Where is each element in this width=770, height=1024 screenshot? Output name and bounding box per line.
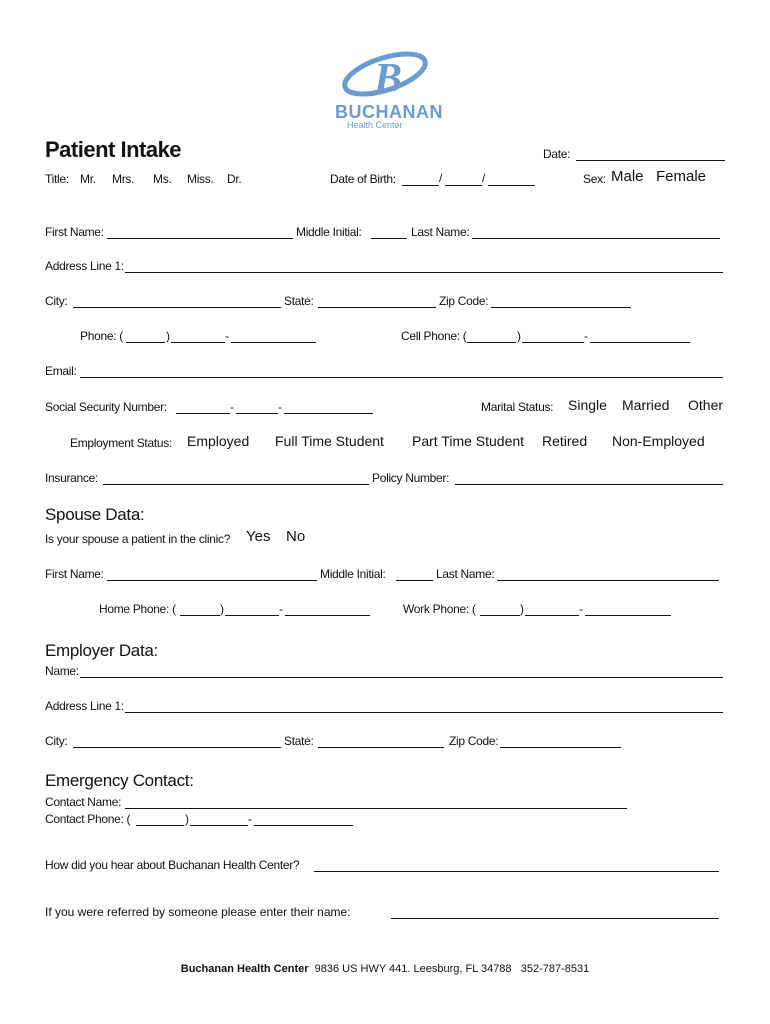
logo-b-icon [330,50,440,110]
title-option-mr[interactable]: Mr. [80,172,96,186]
phone-close-paren: ) [166,329,170,343]
cell-close-paren: ) [517,329,521,343]
employer-name-label: Name: [45,664,79,678]
marital-status-label: Marital Status: [481,400,554,414]
spouse-home-close-paren: ) [220,602,224,616]
spouse-first-name-field[interactable] [107,565,317,581]
spouse-work-close-paren: ) [520,602,524,616]
employment-option-part-time-student[interactable]: Part Time Student [412,433,525,449]
address-line1-field[interactable] [125,257,723,273]
zip-label: Zip Code: [439,294,489,308]
sex-label: Sex: [583,172,606,186]
employer-city-field[interactable] [73,732,281,748]
sex-option-male[interactable]: Male [611,168,644,185]
page-title: Patient Intake [45,137,182,162]
phone-label: Phone: ( [80,329,123,343]
cell-phone-label: Cell Phone: ( [401,329,467,343]
spouse-work-line-field[interactable] [585,600,671,616]
dob-label: Date of Birth: [330,172,396,186]
brand-name: BUCHANAN [335,102,443,122]
spouse-middle-initial-label: Middle Initial: [320,567,386,581]
middle-initial-label: Middle Initial: [296,225,362,239]
employer-state-label: State: [284,734,314,748]
ssn-part3-field[interactable] [284,398,373,414]
phone-prefix-field[interactable] [171,327,225,343]
title-option-miss[interactable]: Miss. [187,172,214,186]
referred-by-field[interactable] [391,903,719,919]
spouse-last-name-label: Last Name: [436,567,495,581]
first-name-field[interactable] [107,223,293,239]
dob-year-field[interactable] [488,170,535,186]
employment-status-label: Employment Status: [70,436,172,450]
ssn-label: Social Security Number: [45,400,167,414]
contact-name-field[interactable] [125,793,627,809]
address-line1-label: Address Line 1: [45,259,124,273]
contact-phone-area-field[interactable] [136,810,184,826]
ssn-dash: - [278,400,282,414]
heard-about-field[interactable] [314,856,719,872]
employment-option-non-employed[interactable]: Non-Employed [612,433,705,449]
email-label: Email: [45,364,77,378]
cell-dash: - [584,329,588,343]
contact-phone-label: Contact Phone: ( [45,812,131,826]
first-name-label: First Name: [45,225,104,239]
spouse-last-name-field[interactable] [497,565,719,581]
phone-line-field[interactable] [231,327,316,343]
cell-prefix-field[interactable] [522,327,584,343]
spouse-home-area-field[interactable] [180,600,220,616]
footer-name: Buchanan Health Center [180,963,309,975]
cell-line-field[interactable] [590,327,690,343]
dob-slash: / [482,171,486,185]
spouse-home-dash: - [279,602,283,616]
spouse-middle-initial-field[interactable] [396,565,433,581]
spouse-first-name-label: First Name: [45,567,104,581]
dob-day-field[interactable] [445,170,482,186]
ssn-part2-field[interactable] [236,398,278,414]
contact-phone-prefix-field[interactable] [190,810,248,826]
state-label: State: [284,294,314,308]
employer-heading: Employer Data: [45,641,158,660]
spouse-no-option[interactable]: No [286,528,306,545]
employment-option-employed[interactable]: Employed [187,433,250,449]
employment-option-retired[interactable]: Retired [542,433,588,449]
policy-number-field[interactable] [455,469,723,485]
svg-text:B: B [374,56,403,102]
date-field[interactable] [576,145,725,161]
spouse-heading: Spouse Data: [45,505,145,524]
sex-option-female[interactable]: Female [656,168,707,185]
employer-zip-label: Zip Code: [449,734,499,748]
employer-address-line1-label: Address Line 1: [45,699,124,713]
email-field[interactable] [80,362,723,378]
cell-area-field[interactable] [467,327,516,343]
ssn-dash: - [230,400,234,414]
ssn-part1-field[interactable] [176,398,230,414]
brand-subtitle: Health Center [347,120,403,130]
emergency-contact-heading: Emergency Contact: [45,771,194,790]
title-option-dr[interactable]: Dr. [227,172,242,186]
employer-state-field[interactable] [318,732,444,748]
policy-number-label: Policy Number: [372,471,450,485]
spouse-yes-option[interactable]: Yes [246,528,271,545]
employer-address-line1-field[interactable] [125,697,723,713]
city-label: City: [45,294,68,308]
referred-by-question: If you were referred by someone please enter their name: [45,905,351,919]
state-field[interactable] [318,292,436,308]
dob-slash: / [439,171,443,185]
title-option-ms[interactable]: Ms. [153,172,172,186]
heard-about-question: How did you hear about Buchanan Health Center? [45,858,300,872]
contact-phone-dash: - [248,812,252,826]
contact-phone-line-field[interactable] [254,810,353,826]
dob-month-field[interactable] [402,170,439,186]
title-option-mrs[interactable]: Mrs. [112,172,135,186]
spouse-question: Is your spouse a patient in the clinic? [45,532,231,546]
spouse-work-dash: - [579,602,583,616]
city-field[interactable] [73,292,281,308]
spouse-work-area-field[interactable] [480,600,520,616]
spouse-home-prefix-field[interactable] [225,600,279,616]
marital-option-other[interactable]: Other [688,397,724,413]
footer-phone: 352-787-8531 [520,963,590,975]
phone-dash: - [225,329,229,343]
contact-phone-close-paren: ) [185,812,189,826]
spouse-home-line-field[interactable] [285,600,370,616]
footer-address: 9836 US HWY 441. Leesburg, FL 34788 [314,963,512,975]
employer-zip-field[interactable] [500,732,621,748]
employer-city-label: City: [45,734,68,748]
insurance-field[interactable] [103,469,369,485]
spouse-work-phone-label: Work Phone: ( [403,602,476,616]
zip-field[interactable] [491,292,631,308]
footer [0,963,770,975]
marital-option-single[interactable]: Single [568,397,607,413]
phone-area-field[interactable] [126,327,165,343]
insurance-label: Insurance: [45,471,99,485]
employer-name-field[interactable] [80,662,723,678]
date-label: Date: [543,147,571,161]
spouse-work-prefix-field[interactable] [525,600,579,616]
last-name-field[interactable] [472,223,720,239]
last-name-label: Last Name: [411,225,470,239]
marital-option-married[interactable]: Married [622,397,670,413]
employment-option-full-time-student[interactable]: Full Time Student [275,433,384,449]
title-label: Title: [45,172,69,186]
contact-name-label: Contact Name: [45,795,122,809]
middle-initial-field[interactable] [371,223,407,239]
spouse-home-phone-label: Home Phone: ( [99,602,176,616]
